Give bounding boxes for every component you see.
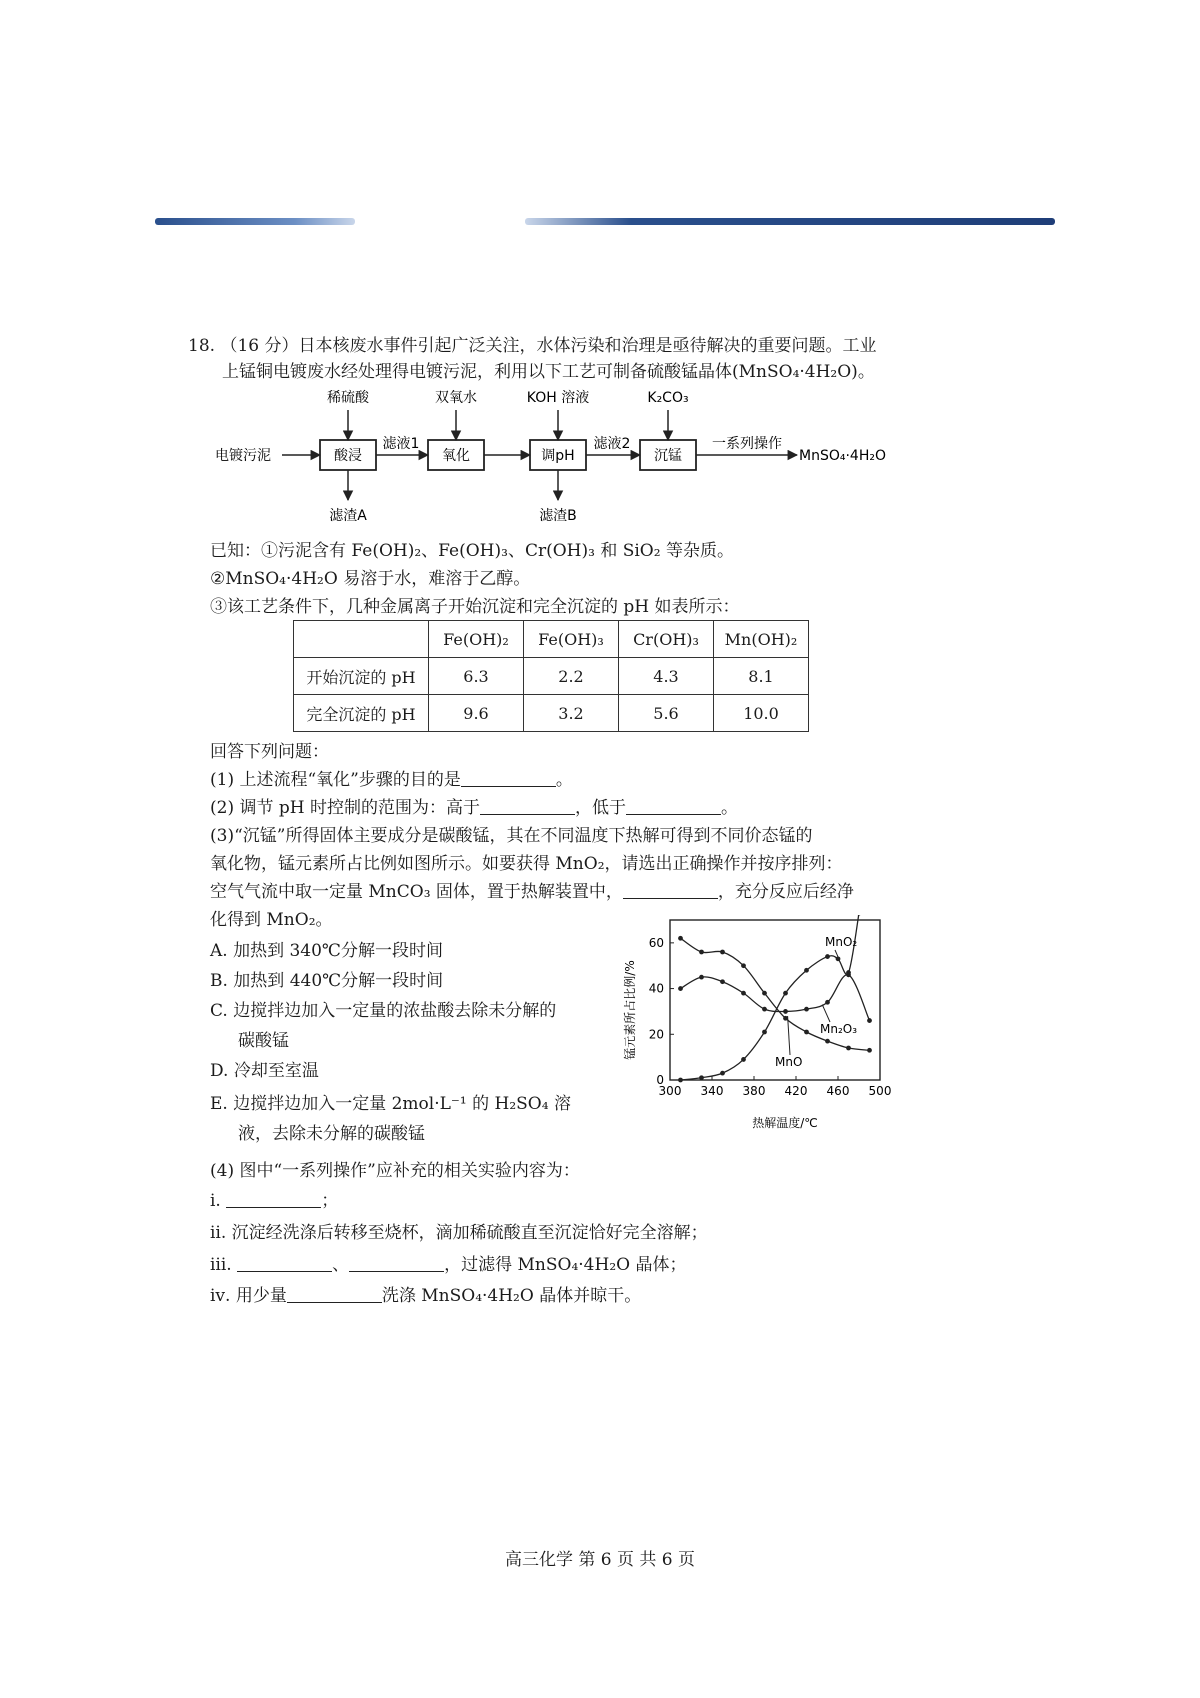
question-intro: 上锰铜电镀废水经处理得电镀污泥，利用以下工艺可制备硫酸锰晶体(MnSO₄·4H₂O)。 xyxy=(222,362,875,382)
chart-ylabel: 锰元素所占比例/% xyxy=(623,960,637,1060)
table-cell: Mn(OH)₂ xyxy=(714,621,809,658)
series-label-mno: MnO xyxy=(775,1055,803,1069)
table-cell: 4.3 xyxy=(619,658,714,695)
q4-ii: ⅱ. 沉淀经洗涤后转移至烧杯，滴加稀硫酸直至沉淀恰好完全溶解； xyxy=(210,1223,708,1243)
answer-blank[interactable] xyxy=(287,1286,382,1303)
table-cell: 9.6 xyxy=(429,695,524,732)
answer-blank[interactable] xyxy=(237,1255,332,1272)
y-tick-label: 20 xyxy=(648,1027,664,1042)
y-tick-label: 60 xyxy=(648,935,664,950)
data-point xyxy=(857,915,862,916)
answer-blank[interactable] xyxy=(349,1255,444,1272)
flow-step-label: 沉锰 xyxy=(654,448,682,464)
q4-i-label: ⅰ. xyxy=(210,1191,221,1211)
answer-blank[interactable] xyxy=(623,882,718,899)
q4-iv-end: 洗涤 MnSO₄·4H₂O 晶体并晾干。 xyxy=(381,1286,642,1306)
data-point xyxy=(867,1048,872,1053)
answer-blank[interactable] xyxy=(480,798,575,815)
data-point xyxy=(762,1007,767,1012)
q3-line2: 氧化物，锰元素所占比例如图所示。如要获得 MnO₂，请选出正确操作并按序排列： xyxy=(210,854,843,874)
answer-blank[interactable] xyxy=(461,770,556,787)
q1: (1) 上述流程“氧化”步骤的目的是 。 xyxy=(210,770,573,790)
option-c: C. 边搅拌边加入一定量的浓盐酸去除未分解的 xyxy=(210,1001,557,1021)
q4-iv xyxy=(210,1285,641,1307)
page-footer: 高三化学 第 6 页 共 6 页 xyxy=(504,1550,696,1570)
data-point xyxy=(846,1046,851,1051)
ph-table xyxy=(293,620,809,732)
table-cell xyxy=(294,621,429,658)
table-cell: Fe(OH)₂ xyxy=(429,621,524,658)
data-point xyxy=(836,956,841,961)
option-e: E. 边搅拌边加入一定量 2mol·L⁻¹ 的 H₂SO₄ 溶 xyxy=(210,1094,571,1114)
option-b: B. 加热到 440℃分解一段时间 xyxy=(210,971,444,991)
q4-iii-end: ，过滤得 MnSO₄·4H₂O 晶体； xyxy=(444,1255,687,1275)
q4-iii-label: ⅲ. xyxy=(210,1255,232,1275)
data-point xyxy=(825,1039,830,1044)
y-tick-label: 0 xyxy=(656,1073,664,1087)
label-leader xyxy=(835,950,838,957)
data-point xyxy=(825,1000,830,1005)
answer-blank[interactable] xyxy=(626,798,721,815)
q4-title: (4) 图中“一系列操作”应补充的相关实验内容为： xyxy=(210,1161,580,1181)
flow-start: 电镀污泥 xyxy=(215,448,271,464)
y-tick-label: 40 xyxy=(648,981,664,996)
data-point xyxy=(804,1007,809,1012)
option-e-cont: 液，去除未分解的碳酸锰 xyxy=(238,1124,425,1144)
table-cell: Fe(OH)₃ xyxy=(524,621,619,658)
table-cell: 5.6 xyxy=(619,695,714,732)
data-point xyxy=(762,991,767,996)
flow-residue: 滤渣A xyxy=(329,508,367,524)
data-point xyxy=(783,1009,788,1014)
answer-blank[interactable] xyxy=(226,1191,321,1208)
question-header: 18. （16 分）日本核废水事件引起广泛关注，水体污染和治理是亟待解决的重要问题。工业 xyxy=(188,336,877,356)
data-point xyxy=(699,975,704,980)
table-cell: 2.2 xyxy=(524,658,619,695)
data-point xyxy=(804,1030,809,1035)
table-cell: 完全沉淀的 pH xyxy=(294,695,429,732)
data-point xyxy=(678,1078,683,1083)
flow-step-label: 调pH xyxy=(541,448,575,464)
header-band-left xyxy=(155,218,355,225)
table-cell: 8.1 xyxy=(714,658,809,695)
data-point xyxy=(699,1075,704,1080)
q4-iv-label: ⅳ. 用少量 xyxy=(210,1286,287,1306)
table-row xyxy=(294,621,809,658)
data-point xyxy=(741,1057,746,1062)
x-tick-label: 500 xyxy=(868,1084,892,1098)
flow-step-label: 酸浸 xyxy=(334,448,362,464)
x-tick-label: 460 xyxy=(826,1084,850,1098)
table-row xyxy=(294,695,809,732)
data-point xyxy=(678,936,683,941)
flow-reagent: K₂CO₃ xyxy=(647,390,689,406)
data-point xyxy=(741,991,746,996)
x-tick-label: 420 xyxy=(784,1084,808,1098)
flow-reagent: KOH 溶液 xyxy=(526,390,590,406)
q4-iii-sep: 、 xyxy=(332,1255,350,1275)
q2: (2) 调节 pH 时控制的范围为：高于 ，低于 。 xyxy=(210,798,738,818)
q3-line4: 化得到 MnO₂。 xyxy=(210,910,333,930)
mn-ratio-chart xyxy=(615,915,905,1140)
option-a: A. 加热到 340℃分解一段时间 xyxy=(210,941,443,961)
option-c-cont: 碳酸锰 xyxy=(238,1031,289,1051)
table-cell: 3.2 xyxy=(524,695,619,732)
process-flow-diagram xyxy=(215,388,915,528)
flow-operation: 一系列操作 xyxy=(712,436,782,452)
q3-line3 xyxy=(210,881,854,903)
q2-text-a: (2) 调节 pH 时控制的范围为：高于 xyxy=(210,798,480,818)
series-label-mno2: MnO₂ xyxy=(825,935,858,949)
data-point xyxy=(720,1071,725,1076)
data-point xyxy=(741,963,746,968)
answer-prompt: 回答下列问题： xyxy=(210,742,329,762)
data-point xyxy=(678,986,683,991)
series-label-mn2o3: Mn₂O₃ xyxy=(820,1022,858,1036)
data-point xyxy=(867,1018,872,1023)
q2-text-b: ，低于 xyxy=(575,798,626,818)
data-point xyxy=(720,950,725,955)
flow-step-label: 氧化 xyxy=(442,448,470,464)
label-leader xyxy=(822,1005,830,1022)
chart-xlabel: 热解温度/℃ xyxy=(752,1116,818,1130)
header-band-right xyxy=(525,218,1055,225)
known-2: ②MnSO₄·4H₂O 易溶于水，难溶于乙醇。 xyxy=(210,569,531,589)
data-point xyxy=(846,972,851,977)
flow-filtrate: 滤液1 xyxy=(382,436,420,452)
table-row xyxy=(294,658,809,695)
q1-text: (1) 上述流程“氧化”步骤的目的是 xyxy=(210,770,461,790)
flow-residue: 滤渣B xyxy=(539,508,577,524)
option-d: D. 冷却至室温 xyxy=(210,1061,319,1081)
data-point xyxy=(783,991,788,996)
data-point xyxy=(825,954,830,959)
q4-i xyxy=(210,1190,338,1212)
x-tick-label: 380 xyxy=(742,1084,766,1098)
data-point xyxy=(699,950,704,955)
table-cell: 开始沉淀的 pH xyxy=(294,658,429,695)
data-point xyxy=(720,979,725,984)
flow-filtrate: 滤液2 xyxy=(593,436,631,452)
q4-iii xyxy=(210,1254,686,1276)
q4-i-end: ； xyxy=(321,1191,339,1211)
flow-product: MnSO₄·4H₂O xyxy=(799,448,886,464)
known-1: 已知：①污泥含有 Fe(OH)₂、Fe(OH)₃、Cr(OH)₃ 和 SiO₂ 等杂质。 xyxy=(210,541,734,561)
known-3: ③该工艺条件下，几种金属离子开始沉淀和完全沉淀的 pH 如表所示： xyxy=(210,597,740,617)
flow-reagent: 稀硫酸 xyxy=(327,390,369,406)
x-tick-label: 340 xyxy=(700,1084,724,1098)
q3-line1: (3)“沉锰”所得固体主要成分是碳酸锰，其在不同温度下热解可得到不同价态锰的 xyxy=(210,826,813,846)
q3-text: 空气气流中取一定量 MnCO₃ 固体，置于热解装置中， xyxy=(210,882,623,902)
data-point xyxy=(762,1030,767,1035)
x-tick-label: 300 xyxy=(658,1084,682,1098)
data-point xyxy=(804,968,809,973)
table-cell: 6.3 xyxy=(429,658,524,695)
table-cell: 10.0 xyxy=(714,695,809,732)
table-cell: Cr(OH)₃ xyxy=(619,621,714,658)
q3-text: ，充分反应后经净 xyxy=(717,882,854,902)
flow-reagent: 双氧水 xyxy=(435,390,477,406)
